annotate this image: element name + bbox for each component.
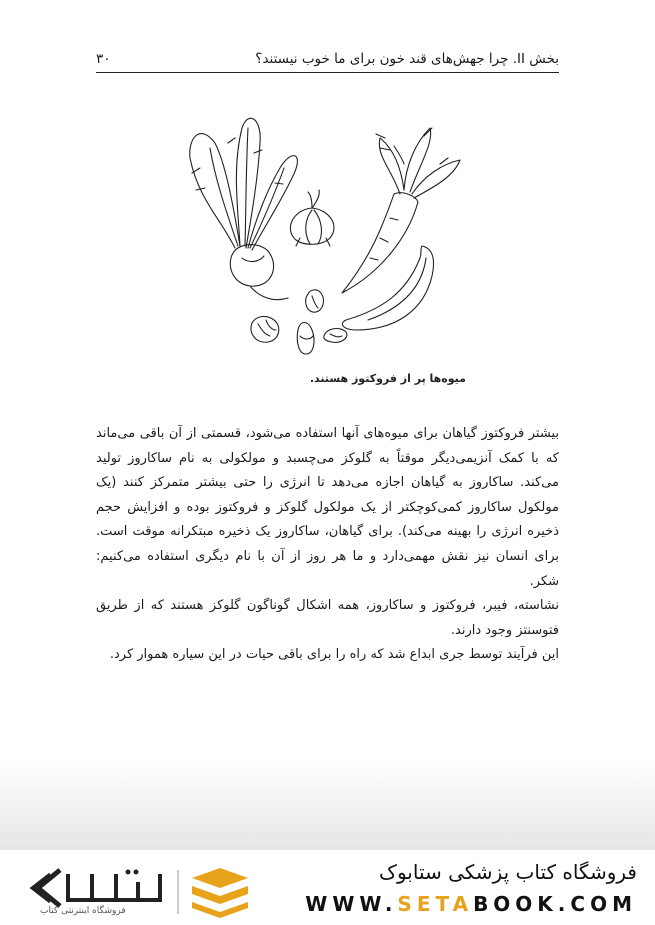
beet-leaves (190, 118, 298, 250)
url-accent: SETA (397, 892, 474, 916)
carrot-greens (376, 128, 460, 198)
almond (306, 290, 324, 312)
figure-caption: میوه‌ها پر از فروکتوز هستند. (309, 372, 466, 385)
beet-root (230, 245, 288, 300)
url-suffix: BOOK.COM (473, 892, 637, 916)
page-number: ۳۰ (96, 51, 111, 67)
carrot (342, 193, 418, 293)
paragraph: این فرآیند توسط جری ابداع شد که راه را برای باقی حیات در این سیاره هموار کرد. (109, 647, 559, 663)
body-text (96, 422, 559, 668)
paragraph: نشاسته، فیبر، فروکتوز و ساکاروز، همه اشکال گوناگون گلوکز هستند که از طریق فتوسنتز وجود دارند. (96, 598, 559, 638)
walnut (251, 316, 279, 342)
banana (342, 246, 433, 330)
vegetables-illustration (180, 98, 480, 368)
store-name: فروشگاه کتاب پزشکی ستابوک (379, 860, 637, 884)
logo-subtitle: فروشگاه اینترنتی کتاب (40, 906, 126, 916)
store-url[interactable] (305, 892, 637, 916)
seed (324, 329, 347, 343)
url-prefix: WWW. (305, 892, 398, 916)
running-header (96, 46, 559, 73)
footer-shade (0, 760, 655, 855)
paragraph: بیشتر فروکتوز گیاهان برای میوه‌های آنها استفاده می‌شود، قسمتی از آن باقی می‌ماند که با کمک آنزیمی‌دیگر موقتاً به گلوکز می‌چسبد و مولکولی به نام ساکاروز تولید می‌کند. ساکاروز به گیاهان اجازه می‌دهد تا انرژی را حتی بیشتر متمرکز کنند (یک مولکول ساکاروز کمی‌کوچکتر از یک مولکول گلوکز و فروکتوز بوده و افزایش حجم ذخیره انرژی را بهینه می‌کند). برای گیاهان، ساکاروز یک ذخیره مبتکرانه موقت است. برای انسان نیز نقش مهمی‌دارد و ما هر روز از آن با نام دیگری استفاده می‌کنیم: شکر. (96, 426, 559, 589)
store-footer (0, 850, 655, 925)
onion (290, 190, 334, 246)
chapter-title: بخش II. چرا جهش‌های قند خون برای ما خوب نیستند؟ (255, 51, 559, 67)
hazelnut (297, 323, 314, 355)
